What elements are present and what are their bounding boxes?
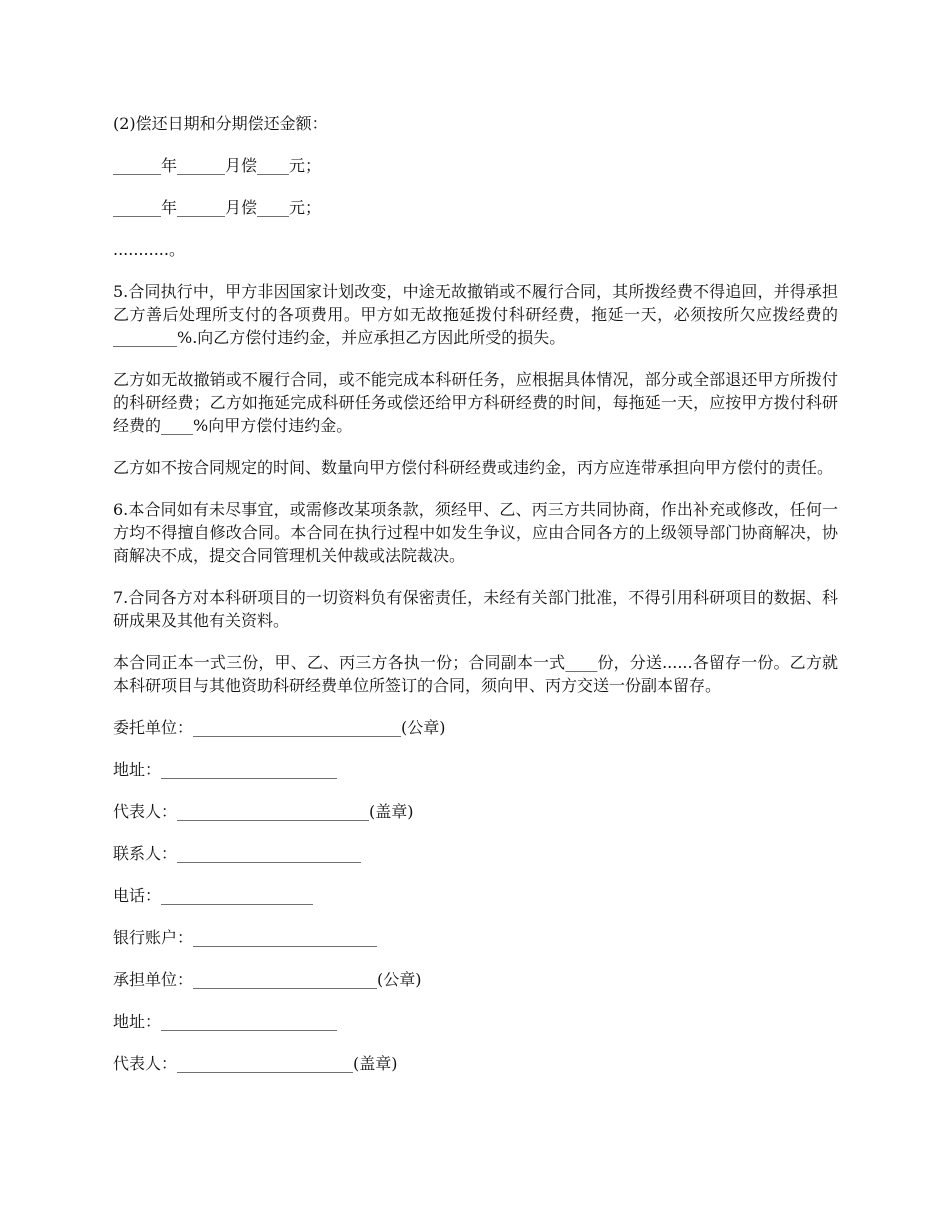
repayment-schedule-heading: (2)偿还日期和分期偿还金额： xyxy=(113,114,328,133)
repayment-installment-line: ______年______月偿____元； xyxy=(113,156,322,175)
repayment-installment-line: ______年______月偿____元； xyxy=(113,198,322,217)
clause-7-paragraph: 7.合同各方对本科研项目的一切资料负有保密责任，未经有关部门批准，不得引用科研项目的数据、科研成果及其他有关资料。 xyxy=(113,588,838,630)
ellipsis-line: ...........。 xyxy=(113,240,185,259)
party-b-breach-paragraph: 乙方如无故撤销或不履行合同，或不能完成本科研任务，应根据具体情况，部分或全部退还甲方所拨付的科研经费；乙方如拖延完成科研任务或偿还给甲方科研经费的时间，每拖延一天，应按甲方拨付科研经费的____%向甲方偿付违约金。 xyxy=(113,370,838,435)
signature-field-undertaking-unit: 承担单位：_______________________(公章) xyxy=(113,970,422,989)
clause-5-paragraph: 5.合同执行中，甲方非因国家计划改变，中途无故撤销或不履行合同，其所拨经费不得追回，并得承担乙方善后处理所支付的各项费用。甲方如无故拖延拨付科研经费，拖延一天，必须按所欠应拨经费的________%.向乙方偿付违约金，并应承担乙方因此所受的损失。 xyxy=(113,282,838,347)
signature-field-bank-account: 银行账户：_______________________ xyxy=(113,928,378,947)
clause-6-paragraph: 6.本合同如有未尽事宜，或需修改某项条款，须经甲、乙、丙三方共同协商，作出补充或修改，任何一方均不得擅自修改合同。本合同在执行过程中如发生争议，应由合同各方的上级领导部门协商解决，协商解决不成，提交合同管理机关仲裁或法院裁决。 xyxy=(113,500,838,565)
signature-field-representative: 代表人：________________________(盖章) xyxy=(113,802,414,821)
signature-field-representative: 代表人：______________________(盖章) xyxy=(113,1054,398,1073)
signature-field-contact: 联系人：_______________________ xyxy=(113,844,362,863)
document-body xyxy=(113,112,838,1075)
party-c-liability-paragraph: 乙方如不按合同规定的时间、数量向甲方偿付科研经费或违约金，丙方应连带承担向甲方偿付的责任。 xyxy=(113,458,834,477)
signature-field-address: 地址：______________________ xyxy=(113,760,338,779)
copies-paragraph: 本合同正本一式三份，甲、乙、丙三方各执一份；合同副本一式____份，分送......各留存一份。乙方就本科研项目与其他资助科研经费单位所签订的合同，须向甲、丙方交送一份副本留存。 xyxy=(113,653,838,695)
signature-field-commissioning-unit: 委托单位：__________________________(公章) xyxy=(113,718,446,737)
signature-field-phone: 电话：___________________ xyxy=(113,886,314,905)
signature-field-address: 地址：______________________ xyxy=(113,1012,338,1031)
